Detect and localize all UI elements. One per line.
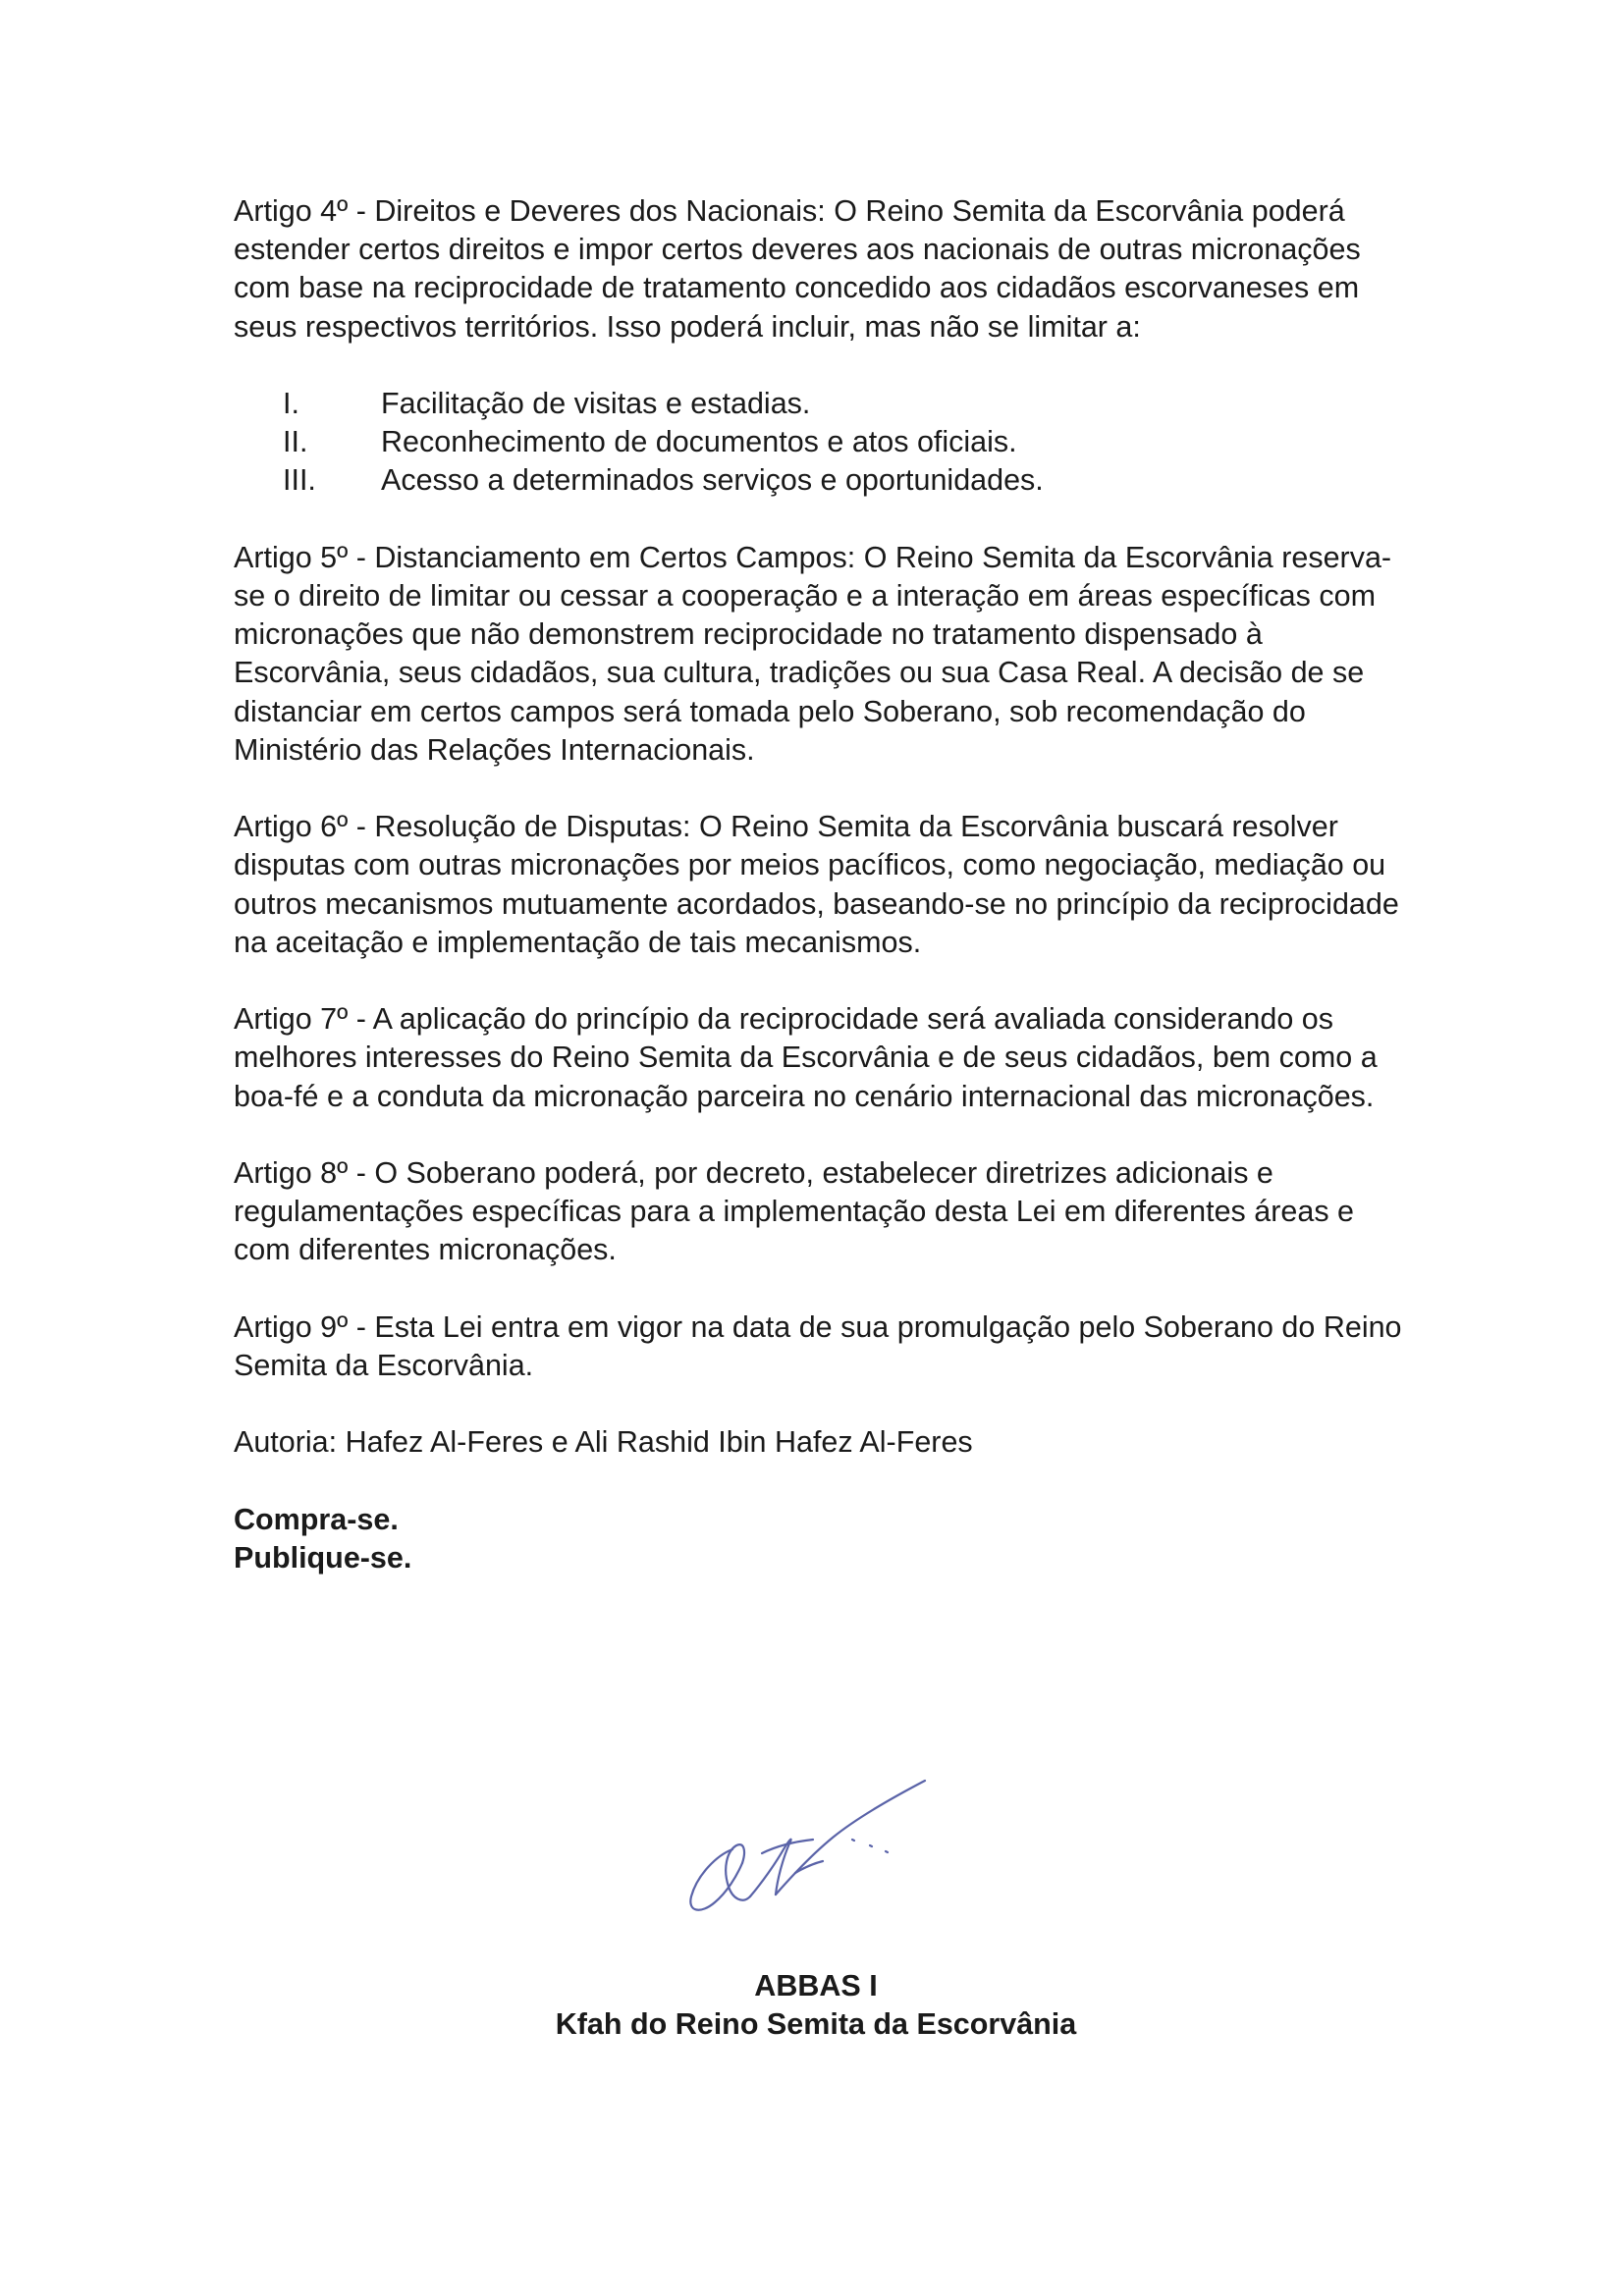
list-item — [234, 423, 1412, 461]
list-item — [234, 461, 1412, 500]
closing-line-2: Publique-se. — [234, 1540, 412, 1575]
article-6: Artigo 6º - Resolução de Disputas: O Reino Semita da Escorvânia buscará resolver disputas com outras micronações por meios pacíficos, como negociação, mediação ou outros mecanismos mutuamente acordados, baseando-se no princípio da reciprocidade na aceitação e implementação de tais mecanismos. — [234, 810, 1399, 959]
list-item-text: Facilitação de visitas e estadias. — [381, 387, 811, 420]
list-item-text: Acesso a determinados serviços e oportunidades. — [381, 463, 1044, 498]
authorship: Autoria: Hafez Al-Feres e Ali Rashid Ibin Hafez Al-Feres — [234, 1425, 973, 1460]
rights-list — [234, 385, 1412, 501]
article-8: Artigo 8º - O Soberano poderá, por decreto, estabelecer diretrizes adicionais e regulamentações específicas para a implementação desta Lei em diferentes áreas e com diferentes micronações. — [234, 1156, 1355, 1267]
document-body — [234, 192, 1412, 1577]
handwritten-signature — [668, 1767, 933, 1929]
article-7: Artigo 7º - A aplicação do princípio da reciprocidade será avaliada considerando os melhores interesses do Reino Semita da Escorvânia e de seus cidadãos, bem como a boa-fé e a conduta da micronação parceira no cenário internacional das micronações. — [234, 1002, 1378, 1113]
list-item-number: I. — [283, 387, 299, 420]
article-5: Artigo 5º - Distanciamento em Certos Campos: O Reino Semita da Escorvânia reserva-se o direito de limitar ou cessar a cooperação e a interação em áreas específicas com micronações que não demonstrem reciprocidade no tratamento dispensado à Escorvânia, seus cidadãos, sua cultura, tradições ou sua Casa Real. A decisão de se distanciar em certos campos será tomada pelo Soberano, sob recomendação do Ministério das Relações Internacionais. — [234, 540, 1392, 767]
article-9: Artigo 9º - Esta Lei entra em vigor na data de sua promulgação pelo Soberano do Reino Semita da Escorvânia. — [234, 1309, 1402, 1382]
signer-name: ABBAS I — [754, 1969, 878, 2002]
list-item-number: II. — [283, 425, 308, 459]
signature-icon — [668, 1767, 933, 1929]
closing-line-1: Compra-se. — [234, 1502, 399, 1536]
signer-block — [0, 1967, 1624, 2044]
article-4: Artigo 4º - Direitos e Deveres dos Nacionais: O Reino Semita da Escorvânia poderá estender certos direitos e impor certos deveres aos nacionais de outras micronações com base na reciprocidade de tratamento concedido aos cidadãos escorvaneses em seus respectivos territórios. Isso poderá incluir, mas não se limitar a: — [234, 194, 1361, 344]
list-item-text: Reconhecimento de documentos e atos oficiais. — [381, 425, 1017, 459]
list-item-number: III. — [283, 463, 316, 498]
signer-title: Kfah do Reino Semita da Escorvânia — [555, 2007, 1077, 2042]
list-item — [234, 385, 1412, 423]
